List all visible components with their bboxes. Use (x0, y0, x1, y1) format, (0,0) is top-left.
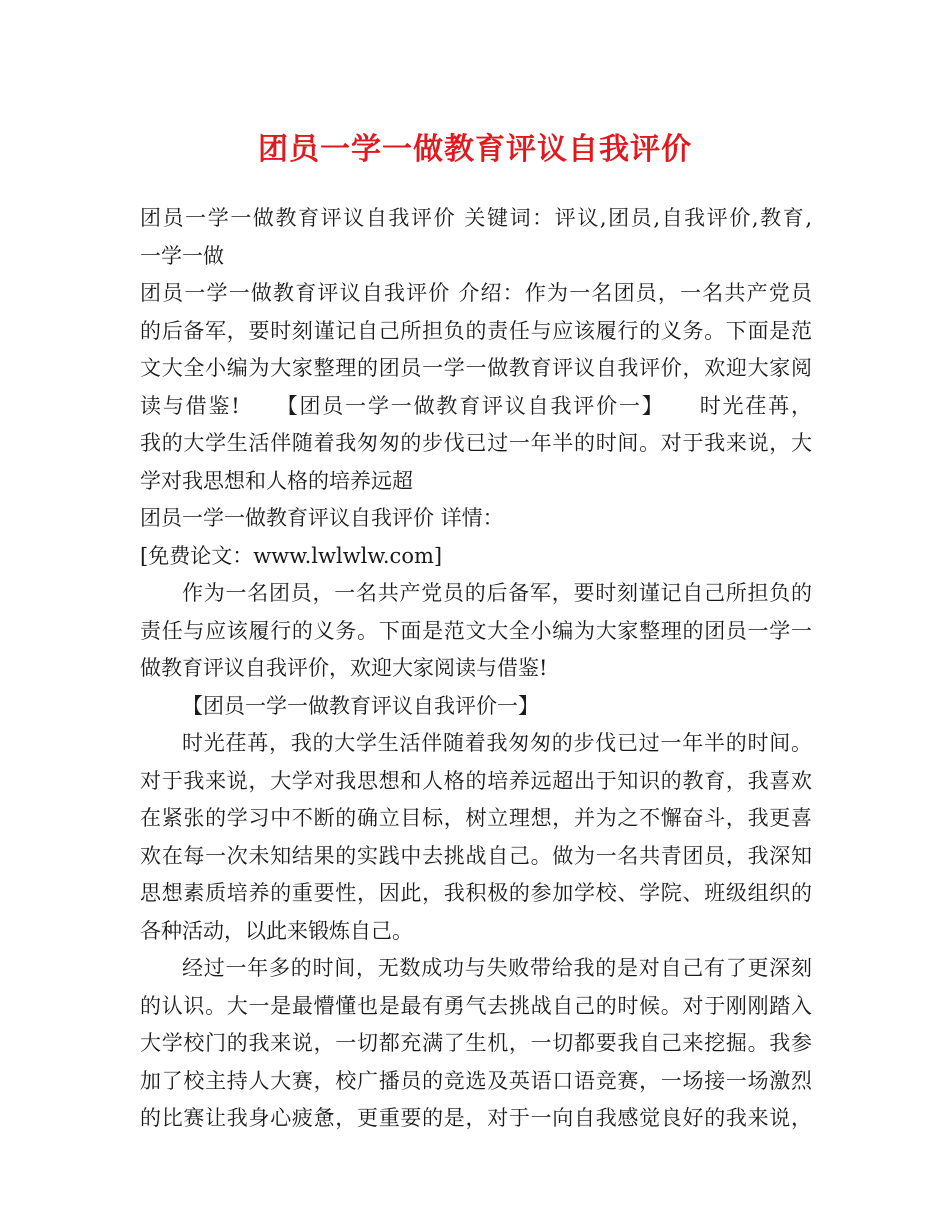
document-body (140, 200, 812, 1138)
text-line: 文大全小编为大家整理的团员一学一做教育评议自我评价，欢迎大家阅 (140, 356, 812, 380)
text-line: 团员一学一做教育评议自我评价 介绍：作为一名团员，一名共产党员 (140, 281, 812, 305)
text-line: 欢在每一次未知结果的实践中去挑战自己。做为一名共青团员，我深知 (140, 843, 812, 868)
text-line: 作为一名团员，一名共产党员的后备军，要时刻谨记自己所担负的 (182, 581, 812, 605)
text-line: 责任与应该履行的义务。下面是范文大全小编为大家整理的团员一学一 (140, 618, 812, 643)
text-line: [免费论文：www.lwlwlw.com] (140, 543, 443, 568)
text-line: 大学校门的我来说，一切都充满了生机，一切都要我自己来挖掘。我参 (140, 1031, 812, 1055)
text-line: 思想素质培养的重要性，因此，我积极的参加学校、学院、班级组织的 (140, 881, 812, 905)
text-line: 读与借鉴! 【团员一学一做教育评议自我评价一】 时光荏苒， (140, 393, 812, 418)
text-line: 加了校主持人大赛，校广播员的竞选及英语口语竞赛，一场接一场激烈 (140, 1068, 812, 1093)
text-line: 一学一做 (140, 243, 224, 268)
text-line: 经过一年多的时间，无数成功与失败带给我的是对自己有了更深刻 (182, 956, 812, 980)
text-line: 团员一学一做教育评议自我评价 关键词：评议,团员,自我评价,教育, (140, 206, 812, 230)
text-line: 对于我来说，大学对我思想和人格的培养远超出于知识的教育，我喜欢 (140, 768, 812, 793)
text-line: 时光荏苒，我的大学生活伴随着我匆匆的步伐已过一年半的时间。 (182, 731, 812, 755)
text-line: 【团员一学一做教育评议自我评价一】 (182, 693, 539, 718)
text-line: 的认识。大一是最懵懂也是最有勇气去挑战自己的时候。对于刚刚踏入 (140, 993, 812, 1018)
text-line: 的后备军，要时刻谨记自己所担负的责任与应该履行的义务。下面是范 (140, 318, 812, 343)
text-line: 各种活动，以此来锻炼自己。 (140, 918, 413, 943)
text-line: 团员一学一做教育评议自我评价 详情： (140, 506, 504, 530)
text-line: 学对我思想和人格的培养远超 (140, 468, 413, 493)
text-line: 做教育评议自我评价，欢迎大家阅读与借鉴! (140, 656, 548, 680)
text-line: 的比赛让我身心疲惫，更重要的是，对于一向自我感觉良好的我来说， (140, 1106, 812, 1130)
text-line: 我的大学生活伴随着我匆匆的步伐已过一年半的时间。对于我来说，大 (140, 431, 812, 455)
document-title: 团员一学一做教育评议自我评价 (258, 132, 692, 167)
text-line: 在紧张的学习中不断的确立目标，树立理想，并为之不懈奋斗，我更喜 (140, 806, 812, 830)
